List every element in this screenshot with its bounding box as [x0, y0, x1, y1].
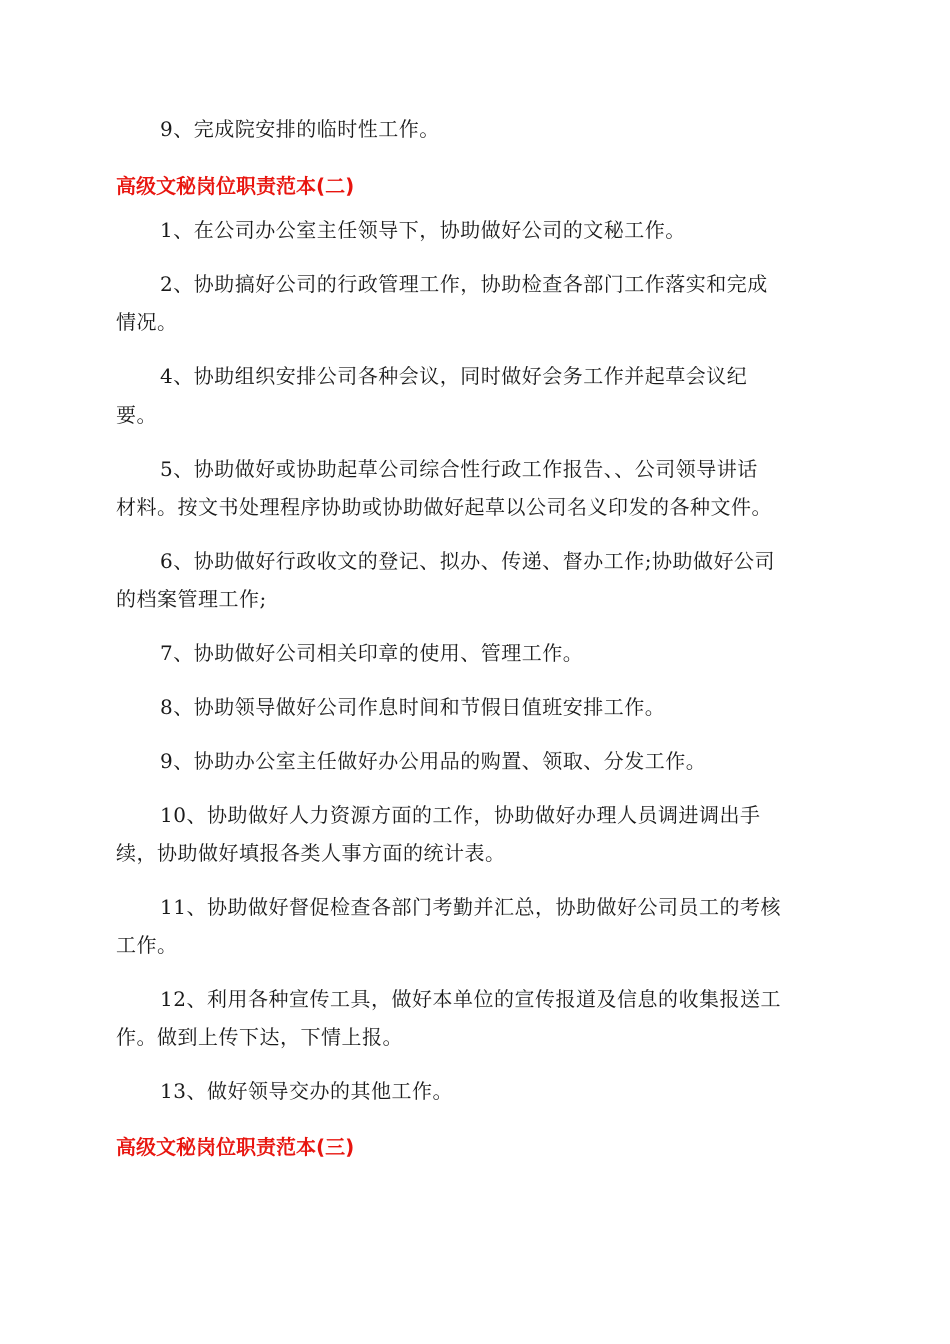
- item-6-line-1: 6、协助做好行政收文的登记、拟办、传递、督办工作;协助做好公司: [160, 549, 775, 573]
- item-13: 13、做好领导交办的其他工作。: [160, 1079, 453, 1103]
- item-12-line-2: 作。做到上传下达，下情上报。: [116, 1025, 403, 1049]
- item-10-line-2: 续，协助做好填报各类人事方面的统计表。: [116, 841, 506, 865]
- section-heading-3: 高级文秘岗位职责范本(三): [116, 1135, 355, 1159]
- item-5-line-2: 材料。按文书处理程序协助或协助做好起草以公司名义印发的各种文件。: [116, 495, 772, 519]
- item-11-line-2: 工作。: [116, 933, 178, 957]
- item-5-line-1: 5、协助做好或协助起草公司综合性行政工作报告、、公司领导讲话: [160, 457, 758, 481]
- item-2-line-1: 2、协助搞好公司的行政管理工作，协助检查各部门工作落实和完成: [160, 272, 768, 296]
- item-4-line-1: 4、协助组织安排公司各种会议，同时做好会务工作并起草会议纪: [160, 364, 748, 388]
- item-6-line-2: 的档案管理工作;: [116, 587, 267, 611]
- item-1: 1、在公司办公室主任领导下，协助做好公司的文秘工作。: [160, 218, 686, 242]
- prev-item-9: 9、完成院安排的临时性工作。: [160, 117, 440, 141]
- item-2-line-2: 情况。: [116, 310, 178, 334]
- item-8: 8、协助领导做好公司作息时间和节假日值班安排工作。: [160, 695, 666, 719]
- item-7: 7、协助做好公司相关印章的使用、管理工作。: [160, 641, 584, 665]
- item-4-line-2: 要。: [116, 403, 157, 427]
- item-12-line-1: 12、利用各种宣传工具，做好本单位的宣传报道及信息的收集报送工: [160, 987, 781, 1011]
- item-9: 9、协助办公室主任做好办公用品的购置、领取、分发工作。: [160, 749, 707, 773]
- item-10-line-1: 10、协助做好人力资源方面的工作，协助做好办理人员调进调出手: [160, 803, 761, 827]
- section-heading-2: 高级文秘岗位职责范本(二): [116, 174, 355, 198]
- item-11-line-1: 11、协助做好督促检查各部门考勤并汇总，协助做好公司员工的考核: [160, 895, 781, 919]
